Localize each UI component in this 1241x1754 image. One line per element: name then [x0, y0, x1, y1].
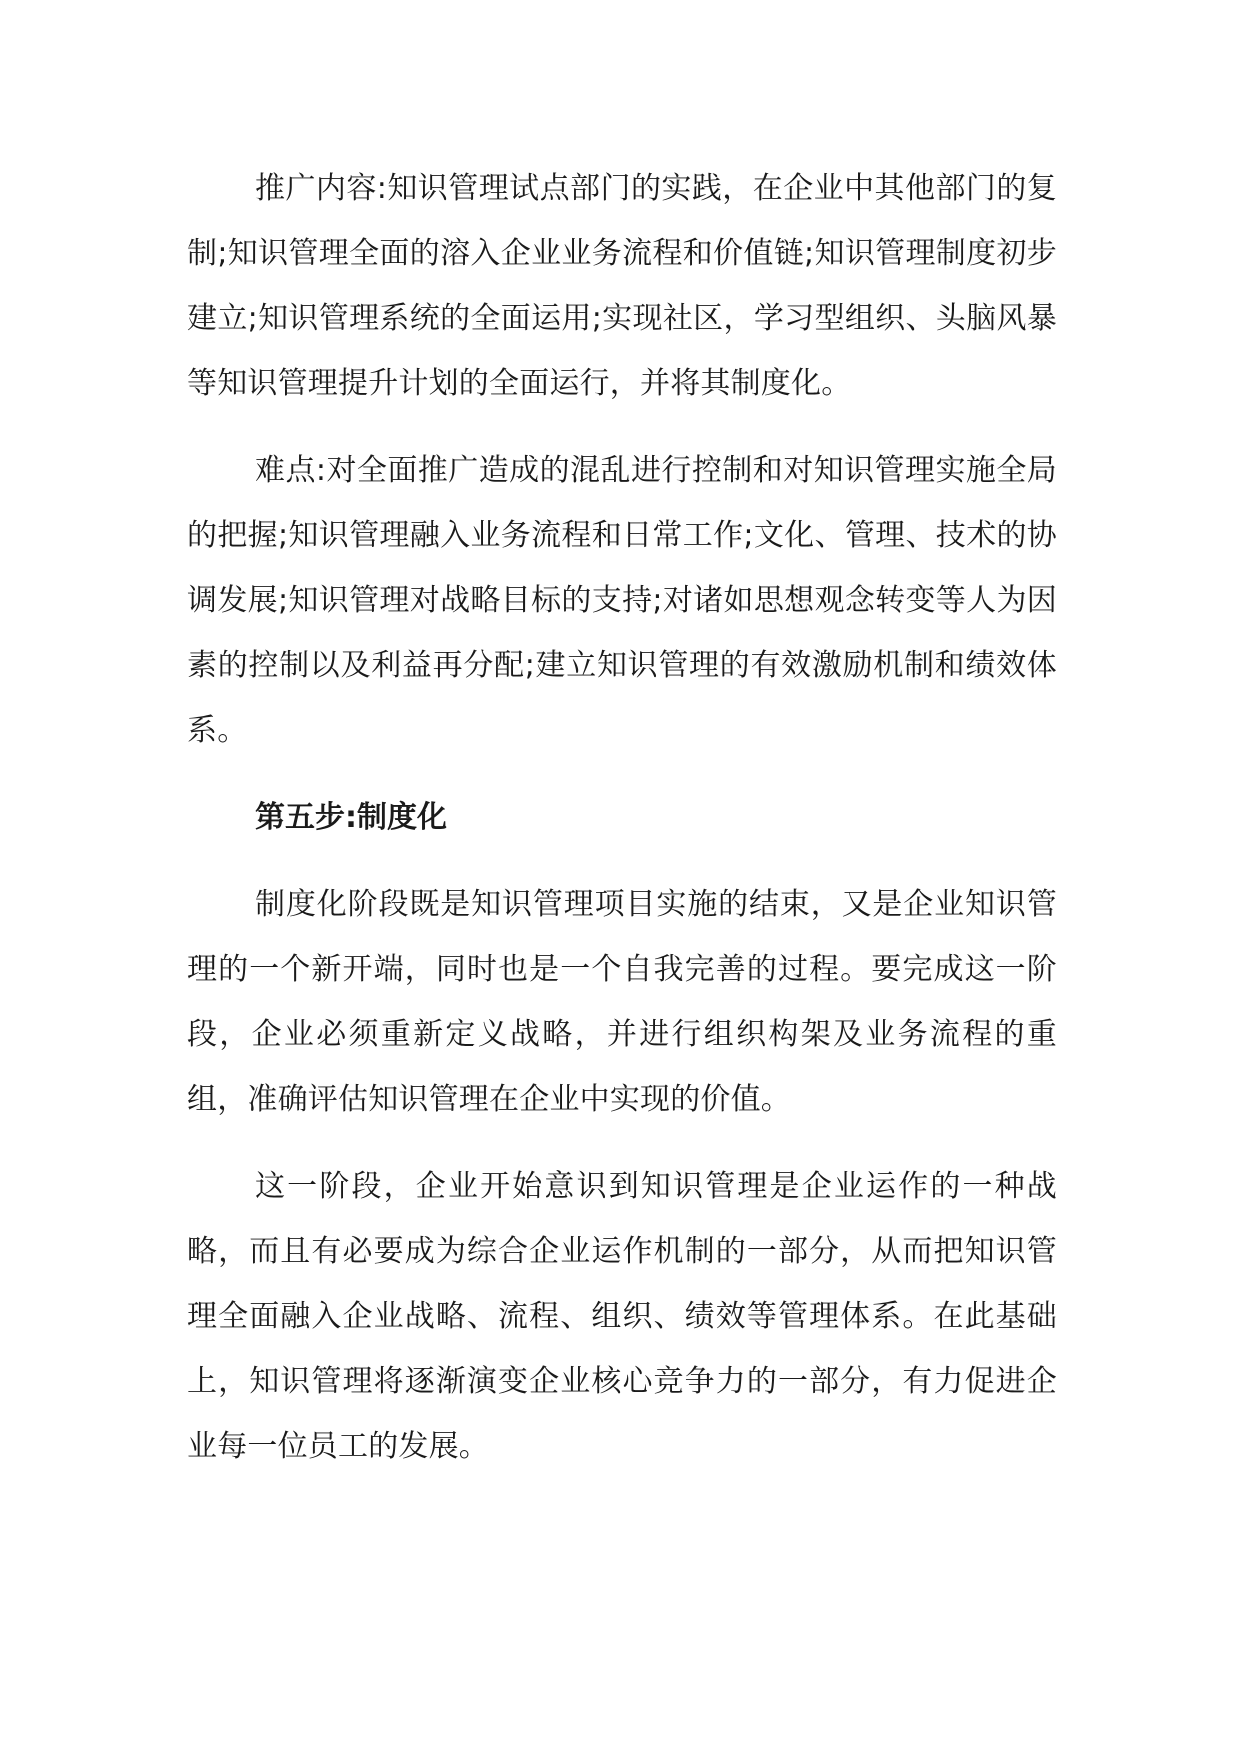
paragraph-difficulties: 难点:对全面推广造成的混乱进行控制和对知识管理实施全局的把握;知识管理融入业务流程和日常工作;文化、管理、技术的协调发展;知识管理对战略目标的支持;对诸如思想观念转变等人为因素的控制以及利益再分配;建立知识管理的有效激励机制和绩效体系。	[187, 453, 1057, 748]
paragraph-promotion-content: 推广内容:知识管理试点部门的实践，在企业中其他部门的复制;知识管理全面的溶入企业业务流程和价值链;知识管理制度初步建立;知识管理系统的全面运用;实现社区，学习型组织、头脑风暴等知识管理提升计划的全面运行，并将其制度化。	[187, 171, 1057, 401]
section-heading-step-five: 第五步:制度化	[255, 800, 447, 835]
document-body	[187, 156, 1057, 1479]
paragraph-institutionalization-intro: 制度化阶段既是知识管理项目实施的结束，又是企业知识管理的一个新开端，同时也是一个自我完善的过程。要完成这一阶段，企业必须重新定义战略，并进行组织构架及业务流程的重组，准确评估知识管理在企业中实现的价值。	[187, 887, 1057, 1117]
paragraph-institutionalization-strategy: 这一阶段，企业开始意识到知识管理是企业运作的一种战略，而且有必要成为综合企业运作机制的一部分，从而把知识管理全面融入企业战略、流程、组织、绩效等管理体系。在此基础上，知识管理将逐渐演变企业核心竞争力的一部分，有力促进企业每一位员工的发展。	[187, 1169, 1057, 1464]
